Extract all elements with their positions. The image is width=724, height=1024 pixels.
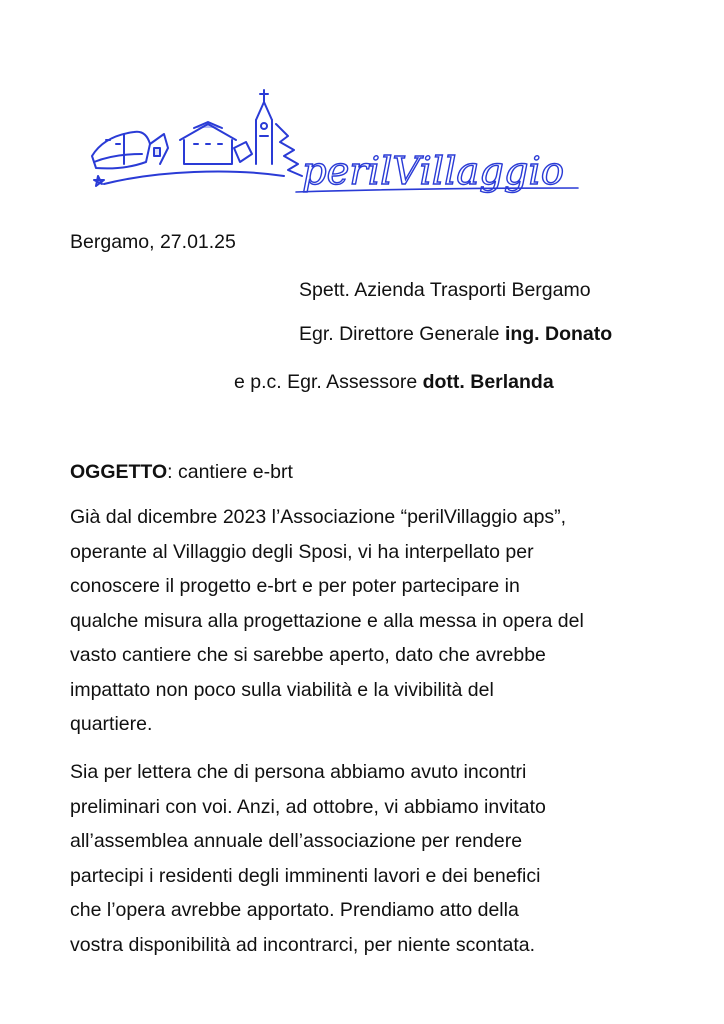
paragraph-line: qualche misura alla progettazione e alla messa in opera del: [70, 609, 584, 632]
village-skyline-logo: [84, 84, 584, 208]
recipient-company: Spett. Azienda Trasporti Bergamo: [299, 279, 591, 301]
paragraph-line: all’assemblea annuale dell’associazione per rendere: [70, 830, 523, 852]
logo-wordmark: perilVillaggio: [302, 149, 564, 193]
subject-text: : cantiere e-brt: [167, 461, 293, 483]
recipient-director-title: Egr. Direttore Generale: [299, 323, 505, 345]
paragraph-line: impattato non poco sulla viabilità e la vivibilità del: [70, 678, 494, 701]
paragraph-line: operante al Villaggio degli Sposi, vi ha interpellato per: [70, 540, 534, 563]
letterhead-logo: [84, 84, 584, 208]
recipient-cc: [234, 370, 554, 394]
recipient-director: [299, 322, 612, 346]
paragraph-line: vostra disponibilità ad incontrarci, per niente scontata.: [70, 933, 536, 956]
subject-line: [70, 460, 293, 484]
recipient-cc-title: e p.c. Egr. Assessore: [234, 371, 423, 393]
date-line: Bergamo, 27.01.25: [70, 231, 236, 253]
body-paragraph-2: [70, 755, 670, 962]
paragraph-line: vasto cantiere che si sarebbe aperto, dato che avrebbe: [70, 644, 546, 666]
paragraph-line: quartiere.: [70, 713, 153, 735]
recipient-director-name: ing. Donato: [504, 323, 613, 345]
paragraph-line: Già dal dicembre 2023 l’Associazione “perilVillaggio aps”,: [70, 506, 567, 528]
paragraph-line: preliminari con voi. Anzi, ad ottobre, vi abbiamo invitato: [70, 795, 546, 818]
body-paragraph-1: [70, 500, 670, 742]
paragraph-line: che l’opera avrebbe apportato. Prendiamo atto della: [70, 899, 519, 921]
paragraph-line: partecipi i residenti degli imminenti lavori e dei benefici: [70, 864, 541, 887]
paragraph-line: conoscere il progetto e-brt e per poter partecipare in: [70, 575, 520, 597]
paragraph-line: Sia per lettera che di persona abbiamo avuto incontri: [70, 761, 527, 783]
recipient-cc-name: dott. Berlanda: [422, 371, 554, 393]
subject-label: OGGETTO: [70, 461, 168, 483]
